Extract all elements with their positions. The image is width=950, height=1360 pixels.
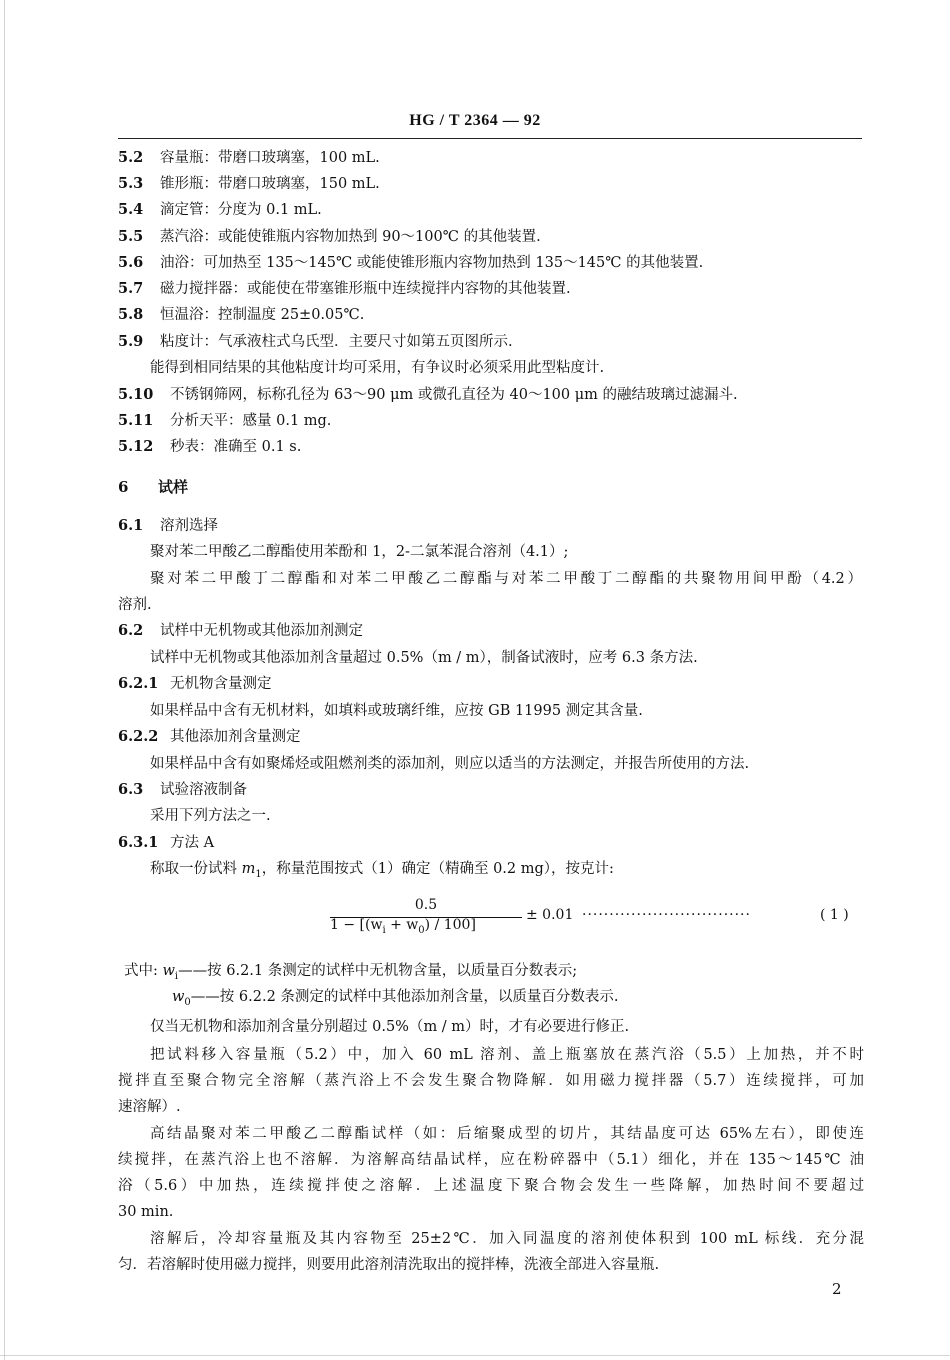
clause-6-1-p1: 聚对苯二甲酸乙二醇酯使用苯酚和 1，2-二氯苯混合溶剂（4.1）;	[150, 544, 569, 560]
scan-edge-left	[4, 0, 5, 1360]
clause-text: 粘度计：气承液柱式乌氏型．主要尺寸如第五页图所示.	[160, 334, 513, 350]
equation-number: ( 1 )	[820, 907, 849, 923]
variable-w: w	[162, 963, 175, 979]
clause-text: 锥形瓶：带磨口玻璃塞，150 mL.	[160, 176, 380, 192]
clause-number: 6.2.1	[118, 675, 159, 692]
clause-number: 5.4	[118, 201, 144, 218]
clause-6-2-heading	[118, 621, 363, 641]
clause-number: 5.3	[118, 175, 144, 192]
clause-number: 5.8	[118, 306, 144, 323]
clause-title: 溶剂选择	[160, 518, 218, 534]
section-title: 试样	[158, 478, 189, 496]
variable-subscript: i	[174, 970, 179, 982]
para-cryst-line3: 浴（5.6）中加热，连续搅拌使之溶解．上述温度下聚合物会发生一些降解，加热时间不要超过	[118, 1178, 864, 1194]
clause-number: 5.2	[118, 149, 144, 166]
para-correction: 仅当无机物和添加剂含量分别超过 0.5%（m / m）时，才有必要进行修正.	[150, 1019, 630, 1035]
section-6-heading	[118, 477, 188, 497]
clause-number: 6.3	[118, 781, 144, 798]
variable-m: m	[241, 861, 256, 877]
para-cryst-line2: 续搅拌，在蒸汽浴上也不溶解．为溶解高结晶试样，应在粉碎器中（5.1）细化，并在 135～145℃ 油	[118, 1152, 864, 1168]
formula-numerator: 0.5	[414, 897, 438, 913]
text-run: 1 − [(w	[330, 917, 383, 933]
clause-5-5	[118, 227, 541, 247]
para-transfer-line1: 把试料移入容量瓶（5.2）中，加入 60 mL 溶剂、盖上瓶塞放在蒸汽浴（5.5）上加热，并不时	[150, 1047, 864, 1063]
clause-number: 5.10	[118, 386, 154, 403]
para-transfer-line3: 速溶解）.	[118, 1099, 181, 1115]
para-transfer-line2: 搅拌直至聚合物完全溶解（蒸汽浴上不会发生聚合物降解．如用磁力搅拌器（5.7）连续搅拌，可加	[118, 1073, 864, 1089]
clause-6-3-p1: 采用下列方法之一.	[150, 808, 271, 824]
clause-5-6	[118, 253, 703, 273]
scan-edge-bottom	[0, 1355, 950, 1356]
section-number: 6	[118, 478, 129, 496]
page-number: 2	[832, 1280, 842, 1298]
standard-header: HG / T 2364 — 92	[409, 112, 541, 129]
text-run: + w	[385, 917, 419, 933]
para-cool-line2: 匀．若溶解时使用磁力搅拌，则要用此溶剂清洗取出的搅拌棒，洗液全部进入容量瓶.	[118, 1257, 660, 1273]
clause-number: 5.7	[118, 280, 144, 297]
para-cryst-line4: 30 min.	[118, 1204, 174, 1220]
variable-w: w	[172, 989, 185, 1005]
clause-number: 5.5	[118, 228, 144, 245]
variable-definition: ——按 6.2.1 条测定的试样中无机物含量，以质量百分数表示;	[178, 963, 578, 979]
clause-text: 蒸汽浴：或能使锥瓶内容物加热到 90～100℃ 的其他装置.	[160, 229, 541, 245]
clause-number: 6.1	[118, 517, 144, 534]
where-w1	[124, 961, 577, 987]
clause-5-2	[118, 148, 380, 168]
clause-5-4	[118, 200, 322, 220]
text-run: ) / 100]	[424, 917, 476, 933]
where-lead: 式中:	[124, 963, 158, 979]
clause-5-8	[118, 305, 364, 325]
clause-5-7	[118, 279, 571, 299]
clause-6-2-2-heading	[118, 727, 301, 747]
subscript: i	[382, 924, 386, 936]
clause-number: 6.2	[118, 622, 144, 639]
clause-6-1-p2-line2: 溶剂.	[118, 597, 152, 613]
clause-6-3-heading	[118, 780, 247, 800]
clause-number: 6.3.1	[118, 834, 159, 851]
variable-definition: ——按 6.2.2 条测定的试样中其他添加剂含量，以质量百分数表示.	[190, 989, 619, 1005]
clause-number: 5.6	[118, 254, 144, 271]
clause-number: 5.11	[118, 412, 154, 429]
clause-5-11	[118, 411, 331, 431]
where-w0	[172, 987, 619, 1013]
variable-subscript: 1	[255, 868, 262, 880]
clause-title: 方法 A	[170, 835, 215, 851]
clause-5-3	[118, 174, 380, 194]
text-run: 称取一份试料	[150, 861, 242, 877]
clause-6-2-p1: 试样中无机物或其他添加剂含量超过 0.5%（m / m），制备试液时，应考 6.3 条方法.	[150, 650, 698, 666]
para-cryst-line1: 高结晶聚对苯二甲酸乙二醇酯试样（如：后缩聚成型的切片，其结晶度可达 65%左右），即使连	[150, 1126, 864, 1142]
clause-6-3-1-heading	[118, 833, 214, 853]
formula-plusminus: ± 0.01	[526, 907, 574, 923]
clause-number: 6.2.2	[118, 728, 159, 745]
clause-title: 其他添加剂含量测定	[170, 729, 301, 745]
clause-title: 试样中无机物或其他添加剂测定	[160, 623, 363, 639]
clause-6-2-1-p1: 如果样品中含有无机材料，如填料或玻璃纤维，应按 GB 11995 测定其含量.	[150, 703, 643, 719]
text-run: ，称量范围按式（1）确定（精确至 0.2 mg），按克计:	[261, 861, 614, 877]
clause-number: 5.12	[118, 438, 154, 455]
para-cool-line1: 溶解后，冷却容量瓶及其内容物至 25±2℃．加入同温度的溶剂使体积到 100 mL 标线．充分混	[150, 1231, 864, 1247]
clause-text: 分析天平：感量 0.1 mg.	[170, 413, 332, 429]
formula-1	[330, 893, 850, 943]
clause-6-3-1-p1	[150, 859, 614, 885]
clause-number: 5.9	[118, 333, 144, 350]
clause-6-1-heading	[118, 516, 218, 536]
clause-6-2-2-p1: 如果样品中含有如聚烯烃或阻燃剂类的添加剂，则应以适当的方法测定，并报告所使用的方法.	[150, 756, 750, 772]
formula-denominator	[330, 917, 530, 936]
clause-text: 滴定管：分度为 0.1 mL.	[160, 202, 322, 218]
header-rule	[118, 138, 862, 139]
clause-text: 磁力搅拌器：或能使在带塞锥形瓶中连续搅拌内容物的其他装置.	[160, 281, 571, 297]
clause-5-10	[118, 385, 738, 405]
formula-leader-dots: ·······························	[582, 907, 751, 923]
clause-6-1-p2-line1: 聚对苯二甲酸丁二醇酯和对苯二甲酸乙二醇酯与对苯二甲酸丁二醇酯的共聚物用间甲酚（4.2）	[150, 571, 862, 587]
clause-5-9	[118, 332, 513, 352]
clause-title: 无机物含量测定	[170, 676, 272, 692]
clause-text: 容量瓶：带磨口玻璃塞，100 mL.	[160, 150, 380, 166]
clause-5-12	[118, 437, 301, 457]
clause-text: 不锈钢筛网，标称孔径为 63～90 μm 或微孔直径为 40～100 μm 的融结玻璃过滤漏斗.	[170, 387, 738, 403]
clause-title: 试验溶液制备	[160, 782, 247, 798]
clause-text: 恒温浴：控制温度 25±0.05℃.	[160, 307, 365, 323]
clause-text: 秒表：准确至 0.1 s.	[170, 439, 302, 455]
viscometer-note: 能得到相同结果的其他粘度计均可采用，有争议时必须采用此型粘度计.	[150, 360, 605, 376]
clause-6-2-1-heading	[118, 674, 272, 694]
clause-text: 油浴：可加热至 135～145℃ 或能使锥形瓶内容物加热到 135～145℃ 的其他装置.	[160, 255, 704, 271]
variable-subscript: 0	[184, 996, 191, 1008]
subscript: 0	[418, 924, 425, 936]
